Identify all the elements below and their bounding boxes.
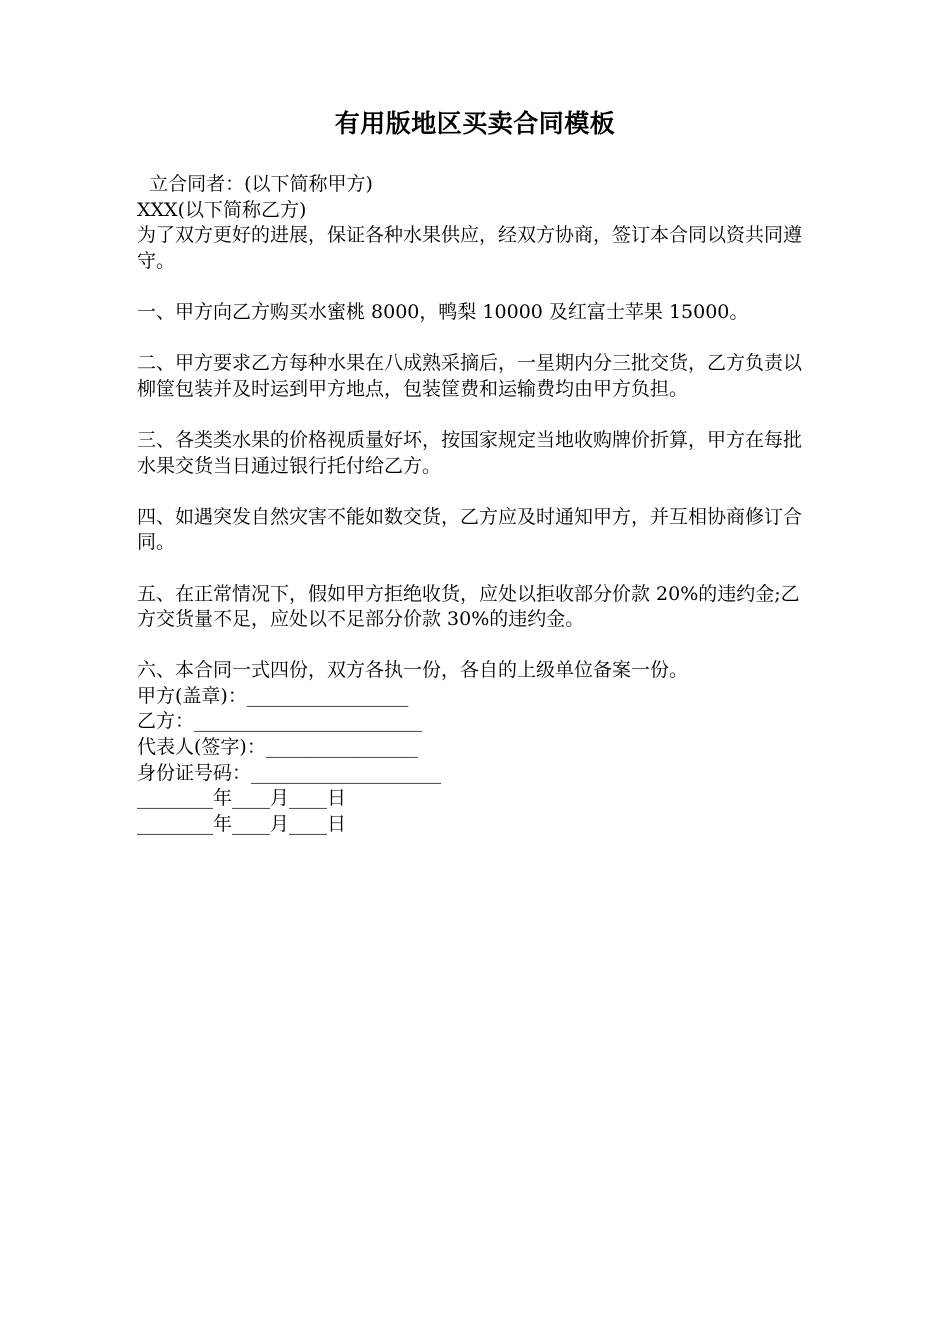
signature-date-1: ________年____月____日	[137, 787, 347, 810]
signature-party-a: 甲方(盖章)：_________________	[137, 684, 409, 707]
signature-representative: 代表人(签字)：________________	[137, 736, 418, 759]
document-body	[137, 172, 817, 837]
paragraph-gap	[137, 633, 817, 659]
intro-purpose: 为了双方更好的进展，保证各种水果供应，经双方协商，签订本合同以资共同遵守。	[137, 224, 803, 272]
paragraph-gap	[137, 479, 817, 505]
clause-6: 六、本合同一式四份，双方各执一份，各自的上级单位备案一份。	[137, 659, 689, 682]
signature-date-2: ________年____月____日	[137, 812, 347, 835]
paragraph-gap	[137, 326, 817, 352]
paragraph-gap	[137, 556, 817, 582]
signature-id-number: 身份证号码：____________________	[137, 761, 442, 784]
intro-parties-a: 立合同者：(以下简称甲方)	[137, 173, 373, 195]
clause-2: 二、甲方要求乙方每种水果在八成熟采摘后，一星期内分三批交货，乙方负责以柳筐包装并及时运到甲方地点，包装筐费和运输费均由甲方负担。	[137, 352, 803, 400]
clause-3: 三、各类类水果的价格视质量好坏，按国家规定当地收购牌价折算，甲方在每批水果交货当日通过银行托付给乙方。	[137, 428, 803, 477]
intro-parties-b: XXX(以下简称乙方)	[137, 198, 307, 221]
paragraph-gap	[137, 402, 817, 428]
clause-1: 一、甲方向乙方购买水蜜桃 8000，鸭梨 10000 及红富士苹果 15000。	[137, 300, 749, 323]
clause-5: 五、在正常情况下，假如甲方拒绝收货，应处以拒收部分价款 20%的违约金;乙方交货量不足，应处以不足部分价款 30%的违约金。	[137, 582, 800, 631]
document-title: 有用版地区买卖合同模板	[334, 109, 616, 138]
signature-party-b: 乙方：________________________	[137, 710, 423, 733]
paragraph-gap	[137, 274, 817, 300]
clause-4: 四、如遇突发自然灾害不能如数交货，乙方应及时通知甲方，并互相协商修订合同。	[137, 505, 803, 554]
